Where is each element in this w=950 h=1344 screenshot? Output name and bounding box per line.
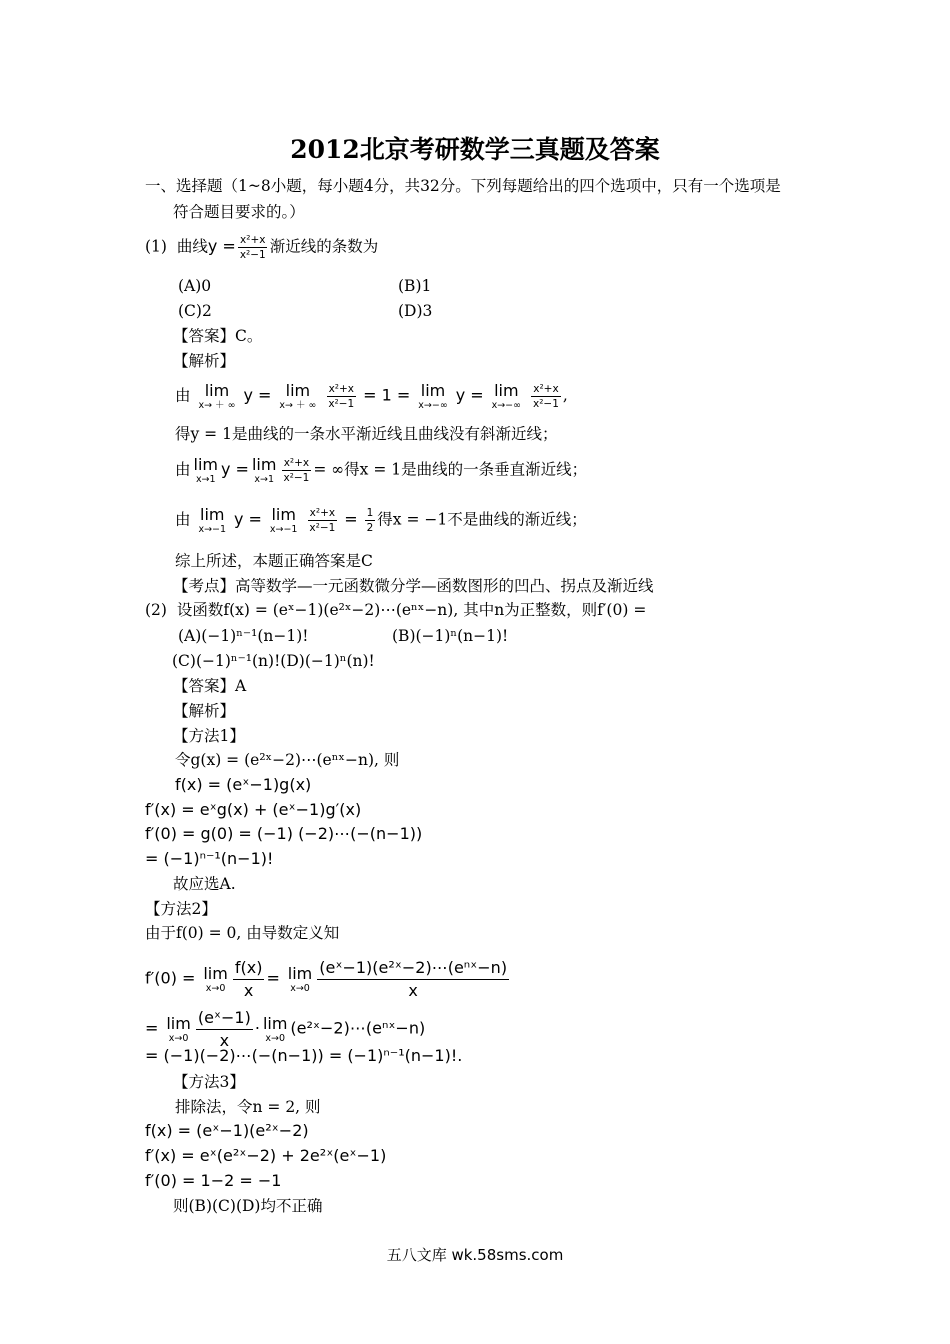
option-a: (A)(−1)ⁿ⁻¹(n−1)! <box>178 627 309 645</box>
limit-expr <box>279 382 316 411</box>
method-2-split <box>145 1008 425 1051</box>
lim-word: lim <box>494 381 519 400</box>
product-expr: (e²ˣ−2)⋯(eⁿˣ−n) <box>290 1018 426 1038</box>
method-3-conclusion: 则(B)(C)(D)均不正确 <box>173 1197 323 1215</box>
fraction <box>307 507 337 534</box>
method-3-heading: 【方法3】 <box>173 1073 245 1091</box>
not-asymptote-text: 得x = −1不是曲线的渐近线； <box>377 510 587 529</box>
y-equals: y = <box>207 236 236 256</box>
section-header-cont: 符合题目要求的。） <box>173 203 305 221</box>
fraction <box>317 958 509 1001</box>
stem-prefix: 曲线 <box>176 237 208 256</box>
method-3-line: f′(0) = 1−2 = −1 <box>145 1171 282 1190</box>
lim-subscript: x→0 <box>265 1033 285 1044</box>
equals-sign: = <box>145 1018 159 1038</box>
method-1-line: f′(0) = g(0) = (−1) (−2)⋯(−(n−1)) <box>145 824 423 843</box>
fraction <box>196 1008 253 1051</box>
limit-line-1 <box>175 382 568 411</box>
method-2-result: = (−1)(−2)⋯(−(n−1)) = (−1)ⁿ⁻¹(n−1)!. <box>145 1046 463 1065</box>
curve-fraction <box>238 234 268 261</box>
lim-subscript: x→0 <box>205 983 226 994</box>
text-you: 由 <box>175 460 191 479</box>
text-you: 由 <box>175 386 191 405</box>
analysis-label: 【解析】 <box>173 352 236 370</box>
method-2-heading: 【方法2】 <box>145 900 217 918</box>
fraction-denominator: x²−1 <box>309 522 336 534</box>
fraction-numerator: (eˣ−1) <box>196 1008 253 1030</box>
lim-subscript: x→1 <box>195 474 216 485</box>
answer-label: 【答案】C。 <box>173 327 263 345</box>
question-number: (2) <box>145 601 167 619</box>
fraction <box>326 383 356 410</box>
option-c-d: (C)(−1)ⁿ⁻¹(n)!(D)(−1)ⁿ(n)! <box>172 652 375 670</box>
vertical-asymptote-text: = ∞得x = 1是曲线的一条垂直渐近线； <box>313 460 588 479</box>
lim-word: lim <box>271 505 296 524</box>
fraction-denominator: x²−1 <box>328 398 355 410</box>
y-equals: y = <box>233 509 262 529</box>
method-1-line: 令g(x) = (e²ˣ−2)⋯(eⁿˣ−n), 则 <box>175 751 400 769</box>
stem-text: 设函数f(x) = (eˣ−1)(e²ˣ−2)⋯(eⁿˣ−n), 其中n为正整数，则f′(0) = <box>176 601 647 619</box>
method-1-heading: 【方法1】 <box>173 727 245 745</box>
y-equals: y = <box>455 385 484 405</box>
fraction-numerator: x²+x <box>533 383 559 395</box>
f-prime-zero: f′(0) = <box>145 968 196 988</box>
option-b: (B)1 <box>398 277 432 295</box>
y-equals: y = <box>243 385 272 405</box>
fraction-denominator: x <box>408 981 418 1000</box>
limit-expr <box>198 506 226 535</box>
fraction-numerator: x²+x <box>240 234 266 246</box>
limit-expr <box>288 965 312 994</box>
text-you: 由 <box>175 510 191 529</box>
analysis-label: 【解析】 <box>173 702 236 720</box>
fraction <box>281 457 311 484</box>
method-3-line: f(x) = (eˣ−1)(e²ˣ−2) <box>145 1121 309 1140</box>
section-header: 一、选择题（1~8小题，每小题4分，共32分。下列每题给出的四个选项中，只有一个选项是 <box>145 177 781 195</box>
equals-sign: = <box>266 968 280 988</box>
fraction-numerator: x²+x <box>309 507 336 519</box>
lim-word: lim <box>287 964 313 983</box>
page-title: 2012北京考研数学三真题及答案 <box>290 135 660 164</box>
method-1-line: f(x) = (eˣ−1)g(x) <box>175 775 312 794</box>
limit-line-4 <box>175 506 587 535</box>
comma: , <box>562 386 568 405</box>
method-1-conclusion: 故应选A. <box>173 875 236 893</box>
option-d: (D)3 <box>398 302 433 320</box>
question-1-stem <box>145 234 378 261</box>
limit-expr <box>252 456 276 485</box>
method-2-derivative-def <box>145 958 511 1001</box>
lim-subscript: x→1 <box>254 474 275 485</box>
limit-expr <box>418 382 447 411</box>
lim-word: lim <box>203 964 228 983</box>
option-b: (B)(−1)ⁿ(n−1)! <box>392 627 509 645</box>
lim-subscript: x→ ＋ ∞ <box>198 400 236 411</box>
method-2-line: 由于f(0) = 0, 由导数定义知 <box>145 924 340 942</box>
lim-subscript: x→ ＋ ∞ <box>279 400 317 411</box>
equals-one: = 1 = <box>363 385 411 405</box>
lim-subscript: x→−∞ <box>491 400 522 411</box>
conclusion: 综上所述，本题正确答案是C <box>175 552 373 570</box>
option-a: (A)0 <box>178 277 212 295</box>
lim-subscript: x→0 <box>168 1033 189 1044</box>
lim-word: lim <box>193 455 218 474</box>
lim-word: lim <box>204 381 230 400</box>
fraction <box>531 383 561 410</box>
limit-line-3 <box>175 456 587 485</box>
limit-expr <box>263 1015 287 1044</box>
question-number: (1) <box>145 237 167 256</box>
lim-subscript: x→−1 <box>269 524 298 535</box>
lim-word: lim <box>251 455 277 474</box>
method-1-line: f′(x) = eˣg(x) + (eˣ−1)g′(x) <box>145 800 362 819</box>
fraction-numerator: x²+x <box>283 457 310 469</box>
fraction <box>233 958 265 1001</box>
answer-label: 【答案】A <box>173 677 247 695</box>
limit-expr <box>270 506 298 535</box>
stem-suffix: 渐近线的条数为 <box>269 237 379 256</box>
limit-expr <box>166 1015 190 1044</box>
fraction-denominator: x²−1 <box>283 472 310 484</box>
fraction-numerator: x²+x <box>328 383 354 395</box>
fraction-numerator: (eˣ−1)(e²ˣ−2)⋯(eⁿˣ−n) <box>317 958 509 980</box>
limit-expr <box>492 382 521 411</box>
lim-word: lim <box>200 505 225 524</box>
fraction-numerator: f(x) <box>233 958 265 980</box>
half-fraction <box>365 507 376 534</box>
limit-expr <box>198 382 235 411</box>
option-c: (C)2 <box>178 302 212 320</box>
fraction-denominator: x²−1 <box>239 249 266 261</box>
limit-expr <box>194 456 218 485</box>
dot: · <box>254 1018 260 1038</box>
limit-expr <box>203 965 227 994</box>
method-3-line: 排除法，令n = 2, 则 <box>175 1098 321 1116</box>
fraction-denominator: 2 <box>366 522 374 534</box>
question-2-stem <box>145 600 646 620</box>
lim-subscript: x→0 <box>290 983 310 994</box>
lim-word: lim <box>420 381 446 400</box>
method-1-line: = (−1)ⁿ⁻¹(n−1)! <box>145 849 274 868</box>
y-equals: y = <box>221 459 249 479</box>
fraction-numerator: 1 <box>366 507 374 519</box>
lim-subscript: x→−∞ <box>418 400 448 411</box>
fraction-denominator: x <box>243 981 254 1000</box>
equals-sign: = <box>344 509 358 529</box>
horizontal-asymptote-line: 得y = 1是曲线的一条水平渐近线且曲线没有斜渐近线； <box>175 425 558 443</box>
footer-watermark: 五八文库 wk.58sms.com <box>386 1246 564 1264</box>
fraction-denominator: x²−1 <box>533 398 559 410</box>
kaodian: 【考点】高等数学—一元函数微分学—函数图形的凹凸、拐点及渐近线 <box>173 577 654 595</box>
lim-word: lim <box>166 1014 191 1033</box>
lim-word: lim <box>262 1014 288 1033</box>
lim-subscript: x→−1 <box>198 524 227 535</box>
fraction-denominator: x <box>219 1031 230 1050</box>
method-3-line: f′(x) = eˣ(e²ˣ−2) + 2e²ˣ(eˣ−1) <box>145 1146 387 1165</box>
lim-word: lim <box>285 381 311 400</box>
